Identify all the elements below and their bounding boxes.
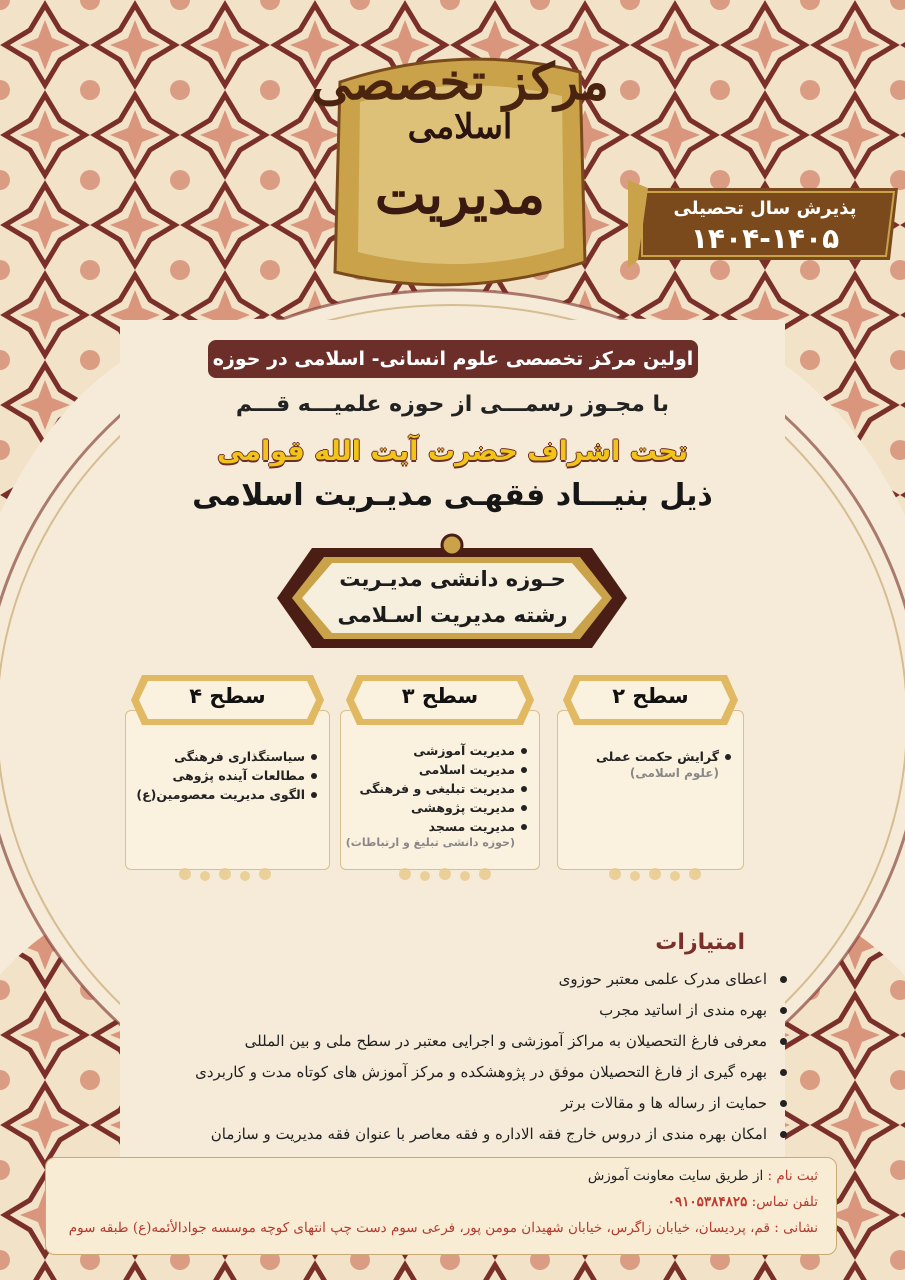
level-3-card xyxy=(340,684,540,870)
list-item: الگوی مدیریت معصومین(ع) xyxy=(132,785,305,804)
field-ornamental-frame xyxy=(272,533,632,663)
register-label: ثبت نام : xyxy=(767,1168,818,1184)
field-line-1: حـوزه دانشی مدیـریت xyxy=(339,567,566,591)
list-item: امکان بهره مندی از دروس خارج فقه الاداره و فقه معاصر با عنوان فقه مدیریت و سازمان xyxy=(67,1119,767,1150)
logo-line-top: مرکز تخصصی xyxy=(311,52,609,111)
field-line-2: رشته مدیریت اسـلامی xyxy=(337,603,568,627)
logo-line-mid: اسلامی xyxy=(407,107,513,147)
list-item: مدیریت مسجد xyxy=(347,817,515,836)
address-line xyxy=(69,1220,818,1236)
logo-line-main: مدیریت xyxy=(374,162,546,226)
level-3-list xyxy=(341,741,539,836)
list-item: اعطای مدرک علمی معتبر حوزوی xyxy=(67,964,767,995)
register-line xyxy=(588,1168,818,1184)
level-4-label: سطح ۴ xyxy=(189,684,266,708)
card-ornament-border xyxy=(125,868,742,892)
phone-value[interactable]: ۰۹۱۰۵۳۸۴۸۲۵ xyxy=(667,1194,748,1210)
list-item: مدیریت آموزشی xyxy=(347,741,515,760)
list-item: معرفی فارغ التحصیلان به مراکز آموزشی و اجرایی معتبر در سطح ملی و بین المللی xyxy=(67,1026,767,1057)
contact-box xyxy=(45,1157,837,1255)
license-text: با مجـوز رسمـــی از حوزه علمیـــه قـــم xyxy=(235,392,670,417)
phone-line xyxy=(668,1194,818,1210)
register-value: از طریق سایت معاونت آموزش xyxy=(587,1168,764,1184)
address-value: قم، پردیسان، خیابان زاگرس، خیابان شهیدان مومن پور، فرعی سوم دست چپ انتهای کوچه موسسه جوادالأئمه(ع) طبقه سوم xyxy=(68,1220,770,1236)
list-item: مطالعات آینده پژوهی xyxy=(132,766,305,785)
level-3-label: سطح ۳ xyxy=(401,684,479,708)
list-item: مدیریت پژوهشی xyxy=(347,798,515,817)
list-item: گرایش حکمت عملی xyxy=(564,747,719,766)
advantages-title: امتیازات xyxy=(655,930,745,955)
supervision-text: تحت اشراف حضرت آیت الله قوامی xyxy=(216,436,689,467)
first-center-banner: اولین مرکز تخصصی علوم انسانی- اسلامی در حوزه xyxy=(208,340,698,378)
level-4-list xyxy=(126,747,329,804)
level-2-list xyxy=(558,747,743,766)
level-3-note: (حوزه دانشی تبلیغ و ارتباطات) xyxy=(345,836,515,849)
list-item: بهره مندی از اساتید مجرب xyxy=(67,995,767,1026)
institute-logo xyxy=(300,12,620,332)
phone-label: تلفن تماس: xyxy=(751,1194,818,1210)
admission-title: پذیرش سال تحصیلی xyxy=(673,198,857,219)
list-item: مدیریت تبلیغی و فرهنگی xyxy=(347,779,515,798)
list-item: بهره گیری از فارغ التحصیلان موفق در پژوهشکده و مرکز آموزش های کوتاه مدت و کاربردی xyxy=(67,1057,767,1088)
level-2-label: سطح ۲ xyxy=(612,684,689,708)
admission-year: ۱۴۰۴-۱۴۰۵ xyxy=(690,222,840,255)
level-4-card xyxy=(125,684,330,870)
list-item: حمایت از رساله ها و مقالات برتر xyxy=(67,1088,767,1119)
list-item: مدیریت اسلامی xyxy=(347,760,515,779)
level-2-card xyxy=(557,684,744,870)
address-label: نشانی : xyxy=(774,1220,818,1236)
list-item: سیاستگذاری فرهنگی xyxy=(132,747,305,766)
level-2-note: (علوم اسلامی) xyxy=(629,766,719,780)
foundation-text: ذیل بنیـــاد فقهـی مدیـریت اسلامی xyxy=(192,478,713,513)
advantages-list xyxy=(67,964,767,1150)
